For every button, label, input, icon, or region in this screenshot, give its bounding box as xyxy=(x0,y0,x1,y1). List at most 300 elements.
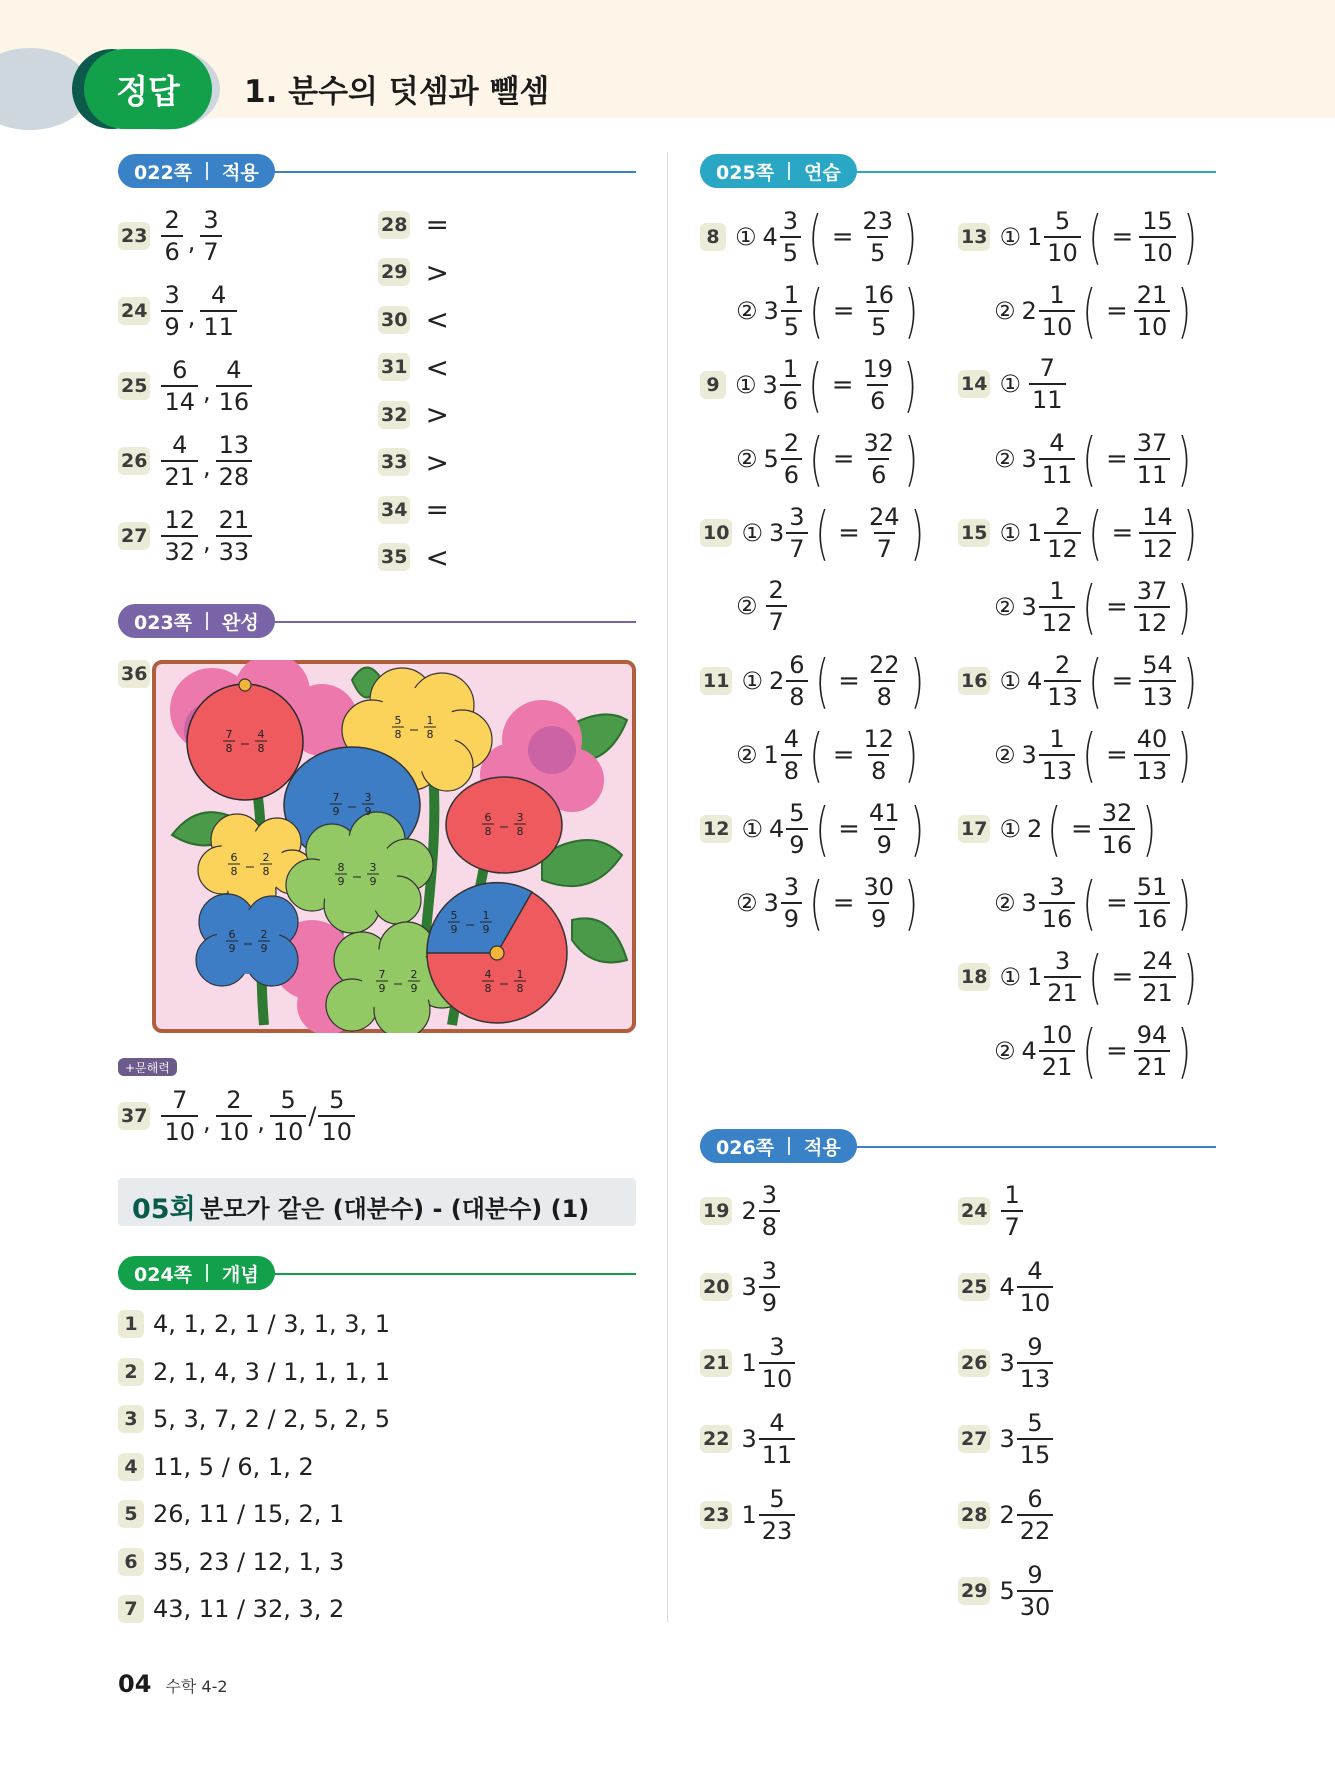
answer-item xyxy=(118,1595,344,1623)
denominator: 21 xyxy=(1044,976,1081,1005)
question-number: 32 xyxy=(378,401,410,429)
fraction xyxy=(786,653,807,709)
equals-sign: = xyxy=(1070,814,1093,844)
paren-close: ) xyxy=(910,795,924,863)
fraction xyxy=(781,875,802,931)
fraction xyxy=(216,1088,253,1144)
answer-item xyxy=(118,1405,390,1433)
whole-number: 1 xyxy=(741,1349,757,1377)
puzzle-label-number: 3 xyxy=(364,791,372,804)
answer-text: 4, 1, 2, 1 / 3, 1, 3, 1 xyxy=(153,1310,391,1338)
answer-item xyxy=(700,203,923,271)
whole-number: 3 xyxy=(1021,593,1037,621)
question-number: 15 xyxy=(958,519,990,547)
fraction xyxy=(161,508,198,564)
paren-close: ) xyxy=(910,499,924,567)
question-number: 29 xyxy=(958,1577,990,1605)
question-number: 7 xyxy=(118,1595,144,1623)
equals-sign: = xyxy=(831,222,854,252)
fraction xyxy=(1017,1563,1054,1619)
whole-number: 3 xyxy=(1021,889,1037,917)
fraction xyxy=(1139,505,1176,561)
literacy-badge: +문해력 xyxy=(118,1058,177,1076)
denominator: 28 xyxy=(216,460,253,489)
numerator: 1 xyxy=(1049,281,1065,309)
sub-mark: ② xyxy=(994,1037,1016,1065)
answer-item xyxy=(378,398,449,431)
question-number: 12 xyxy=(700,815,732,843)
answer-item xyxy=(378,256,449,289)
question-number: 19 xyxy=(700,1197,732,1225)
sub-mark: ② xyxy=(736,741,758,769)
page-footer xyxy=(118,1670,228,1698)
answer-item xyxy=(118,358,254,414)
question-number: 27 xyxy=(958,1425,990,1453)
denominator: 9 xyxy=(874,828,895,857)
whole-number: 4 xyxy=(1021,1037,1037,1065)
denominator: 5 xyxy=(780,236,801,265)
puzzle-label-number: 6 xyxy=(230,851,238,864)
paren-open: ( xyxy=(1082,1017,1097,1085)
numerator: 54 xyxy=(1142,651,1173,679)
fraction xyxy=(216,508,253,564)
paren-open: ( xyxy=(1082,721,1097,789)
paren-close: ) xyxy=(1177,277,1192,345)
puzzle-label-number: 6 xyxy=(484,811,492,824)
whole-number: 3 xyxy=(741,1425,757,1453)
denominator: 12 xyxy=(1044,532,1081,561)
question-number: 33 xyxy=(378,448,410,476)
fraction xyxy=(861,283,898,339)
paren-open: ( xyxy=(1082,573,1097,641)
puzzle-label-number: 4 xyxy=(484,968,492,981)
comma: , xyxy=(203,528,211,556)
puzzle-label-number: 9 xyxy=(364,805,372,818)
fraction xyxy=(780,209,801,265)
answer-item xyxy=(118,1088,357,1144)
paren-close: ) xyxy=(1177,869,1192,937)
numerator: 3 xyxy=(769,1333,785,1361)
section-type: 개념 xyxy=(222,1263,259,1286)
fraction xyxy=(216,358,253,414)
equals-sign: = xyxy=(832,444,855,474)
answer-item xyxy=(118,508,254,564)
paren-close: ) xyxy=(904,869,919,937)
numerator: 21 xyxy=(218,506,250,534)
denominator: 8 xyxy=(874,680,895,709)
question-number: 30 xyxy=(378,306,410,334)
paren-close: ) xyxy=(910,647,924,715)
numerator: 3 xyxy=(783,873,800,901)
fraction xyxy=(786,505,807,561)
question-number: 26 xyxy=(958,1349,990,1377)
puzzle-label-number: 2 xyxy=(410,968,418,981)
numerator: 6 xyxy=(172,356,188,384)
denominator: 9 xyxy=(868,902,889,931)
section-type: 적용 xyxy=(222,161,259,184)
whole-number: 3 xyxy=(741,1273,757,1301)
fraction xyxy=(161,358,198,414)
answer-item xyxy=(378,493,449,526)
whole-number: 1 xyxy=(1026,223,1043,251)
section-type: 적용 xyxy=(804,1136,841,1159)
answer-item xyxy=(958,1335,1055,1391)
answer-item xyxy=(378,208,449,241)
denominator: 6 xyxy=(161,235,182,264)
whole-number: 2 xyxy=(1021,297,1037,325)
answer-text: 2, 1, 4, 3 / 1, 1, 1, 1 xyxy=(153,1357,391,1386)
denominator: 16 xyxy=(1039,902,1076,931)
question-number: 31 xyxy=(378,353,410,381)
fraction xyxy=(1134,1023,1171,1079)
denominator: 10 xyxy=(1134,310,1171,339)
question-number: 3 xyxy=(118,1405,144,1433)
whole-number: 2 xyxy=(1026,815,1043,843)
question-number: 20 xyxy=(700,1273,732,1301)
book-name: 수학 4-2 xyxy=(165,1677,228,1696)
question-number: 27 xyxy=(118,522,150,550)
question-number: 17 xyxy=(958,815,990,843)
fraction xyxy=(161,283,182,339)
puzzle-label-number: 9 xyxy=(337,875,345,888)
puzzle-label-number: 9 xyxy=(260,942,268,955)
numerator: 4 xyxy=(769,1409,785,1437)
question-number: 21 xyxy=(700,1349,732,1377)
answer-item xyxy=(700,1335,797,1391)
denominator: 15 xyxy=(1017,1438,1054,1467)
numerator: 1 xyxy=(783,281,800,309)
question-number: 35 xyxy=(378,543,410,571)
answer-item xyxy=(958,1183,1025,1239)
comparison-sign: > xyxy=(425,255,449,289)
question-number: 24 xyxy=(958,1197,990,1225)
answer-item xyxy=(700,795,929,863)
fraction xyxy=(759,1259,780,1315)
denominator: 7 xyxy=(200,235,221,264)
denominator: 7 xyxy=(874,532,895,561)
fraction xyxy=(1039,727,1076,783)
section-page: 025쪽 xyxy=(716,161,775,184)
fraction xyxy=(1139,949,1176,1005)
paren-close: ) xyxy=(1183,647,1197,715)
equals-sign: = xyxy=(831,370,854,400)
puzzle-label-number: 8 xyxy=(257,742,265,755)
denominator: 8 xyxy=(781,754,802,783)
numerator: 9 xyxy=(1027,1333,1043,1361)
answer-item xyxy=(958,795,1162,863)
fraction xyxy=(786,801,807,857)
comparison-sign: < xyxy=(425,350,449,384)
denominator: 10 xyxy=(1044,236,1081,265)
equals-sign: = xyxy=(832,296,855,326)
denominator: 8 xyxy=(868,754,889,783)
equals-sign: = xyxy=(1111,666,1134,696)
paren-open: ( xyxy=(1082,869,1097,937)
fraction xyxy=(781,283,802,339)
answer-item xyxy=(958,1563,1055,1619)
comma: , xyxy=(203,378,211,406)
fraction xyxy=(866,653,903,709)
answer-item xyxy=(118,1453,314,1481)
sub-mark: ② xyxy=(994,593,1016,621)
fraction xyxy=(766,578,787,634)
puzzle-label-number: 9 xyxy=(332,805,340,818)
answer-item xyxy=(958,356,1068,412)
puzzle-label-number: 8 xyxy=(426,728,434,741)
answer-item xyxy=(118,433,254,489)
fraction xyxy=(781,431,802,487)
denominator: 10 xyxy=(318,1115,355,1144)
puzzle-label-number: 8 xyxy=(484,825,492,838)
answer-item xyxy=(700,578,789,634)
equals-sign: = xyxy=(1111,518,1134,548)
equals-sign: = xyxy=(1111,222,1134,252)
numerator: 6 xyxy=(1027,1485,1043,1513)
comparison-sign: = xyxy=(425,493,449,526)
numerator: 37 xyxy=(1136,577,1168,605)
denominator: 16 xyxy=(216,385,253,414)
puzzle-label-number: 4 xyxy=(257,728,265,741)
paren-open: ( xyxy=(1047,795,1062,863)
puzzle-label-number: 5 xyxy=(450,909,458,922)
question-number: 8 xyxy=(700,223,726,251)
puzzle-label-number: 8 xyxy=(230,865,238,878)
question-number: 6 xyxy=(118,1548,144,1576)
fraction xyxy=(866,505,903,561)
question-number: 1 xyxy=(118,1310,144,1338)
fraction xyxy=(161,1088,198,1144)
question-number: 34 xyxy=(378,496,410,524)
fraction xyxy=(861,727,898,783)
numerator: 5 xyxy=(789,799,805,827)
numerator: 12 xyxy=(164,506,195,534)
answer-text: 35, 23 / 12, 1, 3 xyxy=(153,1547,345,1576)
puzzle-label-number: 9 xyxy=(369,875,377,888)
numerator: 3 xyxy=(164,281,180,309)
denominator: 16 xyxy=(1099,828,1136,857)
answer-item xyxy=(958,277,1197,345)
denominator: 11 xyxy=(1039,458,1076,487)
fraction xyxy=(780,357,801,413)
equals-sign: = xyxy=(838,666,860,696)
whole-number: 3 xyxy=(762,371,778,399)
denominator: 21 xyxy=(1134,1050,1171,1079)
question-number: 4 xyxy=(118,1453,144,1481)
denominator: 7 xyxy=(766,605,787,634)
answer-item xyxy=(958,1487,1055,1543)
whole-number: 1 xyxy=(1026,519,1043,547)
answer-item xyxy=(958,721,1197,789)
question-number: 29 xyxy=(378,258,410,286)
question-number: 24 xyxy=(118,297,150,325)
whole-number: 1 xyxy=(741,1501,757,1529)
answer-item xyxy=(700,1411,797,1467)
answer-item xyxy=(378,351,449,384)
denominator: 9 xyxy=(161,310,182,339)
puzzle-label-number: 2 xyxy=(260,928,268,941)
paren-open: ( xyxy=(1088,943,1102,1011)
lesson-number: 05회 xyxy=(132,1194,196,1225)
answer-text: 43, 11 / 32, 3, 2 xyxy=(153,1595,345,1623)
answer-item xyxy=(958,647,1202,715)
numerator: 2 xyxy=(1054,651,1071,679)
whole-number: 4 xyxy=(768,815,785,843)
puzzle-label-number: 7 xyxy=(378,968,386,981)
denominator: 12 xyxy=(1139,532,1176,561)
denominator: 8 xyxy=(759,1210,780,1239)
fraction xyxy=(1044,209,1081,265)
fraction xyxy=(1139,209,1176,265)
section-026 xyxy=(700,1129,1216,1163)
puzzle-label-number: 9 xyxy=(378,982,386,995)
denominator: 14 xyxy=(161,385,198,414)
paren-open: ( xyxy=(808,203,823,271)
denominator: 23 xyxy=(759,1514,796,1543)
paren-open: ( xyxy=(1088,203,1102,271)
puzzle-label-number: 6 xyxy=(228,928,236,941)
denominator: 10 xyxy=(161,1115,198,1144)
puzzle-label-number: 3 xyxy=(516,811,524,824)
sub-mark: ① xyxy=(999,963,1021,991)
equals-sign: = xyxy=(832,888,855,918)
paren-close: ) xyxy=(1183,203,1197,271)
sub-mark: ② xyxy=(994,741,1016,769)
puzzle-label-number: 1 xyxy=(426,714,434,727)
denominator: 21 xyxy=(1139,976,1176,1005)
sub-mark: ① xyxy=(999,667,1021,695)
sub-mark: ① xyxy=(741,519,763,547)
answer-badge: 정답 xyxy=(84,49,212,129)
comma: , xyxy=(187,228,196,256)
numerator: 23 xyxy=(862,207,894,235)
fraction xyxy=(1039,875,1076,931)
fraction xyxy=(200,208,221,264)
answer-item xyxy=(378,303,449,336)
question-number: 11 xyxy=(700,667,732,695)
fraction xyxy=(1039,579,1076,635)
numerator: 1 xyxy=(1004,1181,1020,1209)
denominator: 10 xyxy=(1039,310,1076,339)
comma: , xyxy=(257,1108,265,1136)
puzzle-label-number: 8 xyxy=(262,865,270,878)
numerator: 5 xyxy=(1054,207,1071,235)
answer-item xyxy=(700,1487,797,1543)
numerator: 51 xyxy=(1136,873,1168,901)
answer-item xyxy=(958,203,1202,271)
fraction xyxy=(1017,1487,1054,1543)
answer-text: 5, 3, 7, 2 / 2, 5, 2, 5 xyxy=(153,1405,391,1433)
fraction xyxy=(1001,1183,1022,1239)
section-page: 024쪽 xyxy=(134,1263,193,1286)
fraction xyxy=(861,431,898,487)
lesson-title: 분모가 같은 (대분수) - (대분수) (1) xyxy=(200,1195,590,1223)
numerator: 4 xyxy=(1049,429,1065,457)
denominator: 5 xyxy=(867,236,888,265)
numerator: 10 xyxy=(1041,1021,1073,1049)
answer-item xyxy=(958,425,1197,493)
sub-mark: ① xyxy=(999,223,1021,251)
sub-mark: ② xyxy=(994,889,1016,917)
puzzle-label-number: 9 xyxy=(228,942,236,955)
puzzle-label-number: 9 xyxy=(482,923,490,936)
section-025 xyxy=(700,154,1216,188)
sub-mark: ① xyxy=(999,815,1021,843)
numerator: 13 xyxy=(218,431,250,459)
denominator: 6 xyxy=(781,458,802,487)
denominator: 13 xyxy=(1139,680,1176,709)
fraction xyxy=(759,1183,780,1239)
paren-open: ( xyxy=(1088,499,1102,567)
paren-open: ( xyxy=(815,499,829,567)
numerator: 16 xyxy=(863,281,895,309)
numerator: 5 xyxy=(769,1485,785,1513)
numerator: 1 xyxy=(1049,577,1065,605)
fraction xyxy=(1039,1023,1076,1079)
question-number: 28 xyxy=(378,211,410,239)
numerator: 19 xyxy=(862,355,894,383)
denominator: 13 xyxy=(1044,680,1081,709)
numerator: 3 xyxy=(782,207,799,235)
equals-sign: = xyxy=(1105,1036,1128,1066)
fraction xyxy=(1099,801,1136,857)
paren-close: ) xyxy=(1177,1017,1192,1085)
flower-puzzle xyxy=(152,660,636,1033)
numerator: 12 xyxy=(863,725,895,753)
numerator: 4 xyxy=(172,431,188,459)
section-023 xyxy=(118,604,636,638)
denominator: 21 xyxy=(161,460,198,489)
answer-item xyxy=(958,573,1197,641)
denominator: 10 xyxy=(270,1115,307,1144)
denominator: 6 xyxy=(867,384,888,413)
numerator: 3 xyxy=(1049,873,1065,901)
answer-item xyxy=(700,499,929,567)
answer-item xyxy=(700,1183,782,1239)
numerator: 15 xyxy=(1142,207,1173,235)
fraction xyxy=(1017,1335,1054,1391)
denominator: 10 xyxy=(759,1362,796,1391)
question-number: 10 xyxy=(700,519,732,547)
answer-item xyxy=(958,1017,1197,1085)
denominator: 12 xyxy=(1134,606,1171,635)
denominator: 10 xyxy=(216,1115,253,1144)
question-number: 22 xyxy=(700,1425,732,1453)
denominator: 16 xyxy=(1134,902,1171,931)
column-divider xyxy=(667,152,668,1622)
slash: / xyxy=(308,1102,317,1130)
paren-open: ( xyxy=(808,351,823,419)
fraction xyxy=(860,357,897,413)
denominator: 9 xyxy=(759,1286,780,1315)
puzzle-label-number: 2 xyxy=(262,851,270,864)
paren-open: ( xyxy=(809,869,824,937)
equals-sign: = xyxy=(838,814,860,844)
section-page: 022쪽 xyxy=(134,161,193,184)
answer-item xyxy=(958,1411,1055,1467)
numerator: 30 xyxy=(863,873,895,901)
fraction xyxy=(216,433,253,489)
denominator: 6 xyxy=(780,384,801,413)
answer-item xyxy=(958,499,1202,567)
puzzle-label-number: 8 xyxy=(394,728,402,741)
puzzle-label-number: 7 xyxy=(332,791,340,804)
answer-item xyxy=(118,1310,390,1338)
section-024 xyxy=(118,1256,636,1290)
equals-sign: = xyxy=(1105,592,1128,622)
denominator: 21 xyxy=(1039,1050,1076,1079)
numerator: 41 xyxy=(868,799,900,827)
whole-number: 4 xyxy=(762,223,778,251)
